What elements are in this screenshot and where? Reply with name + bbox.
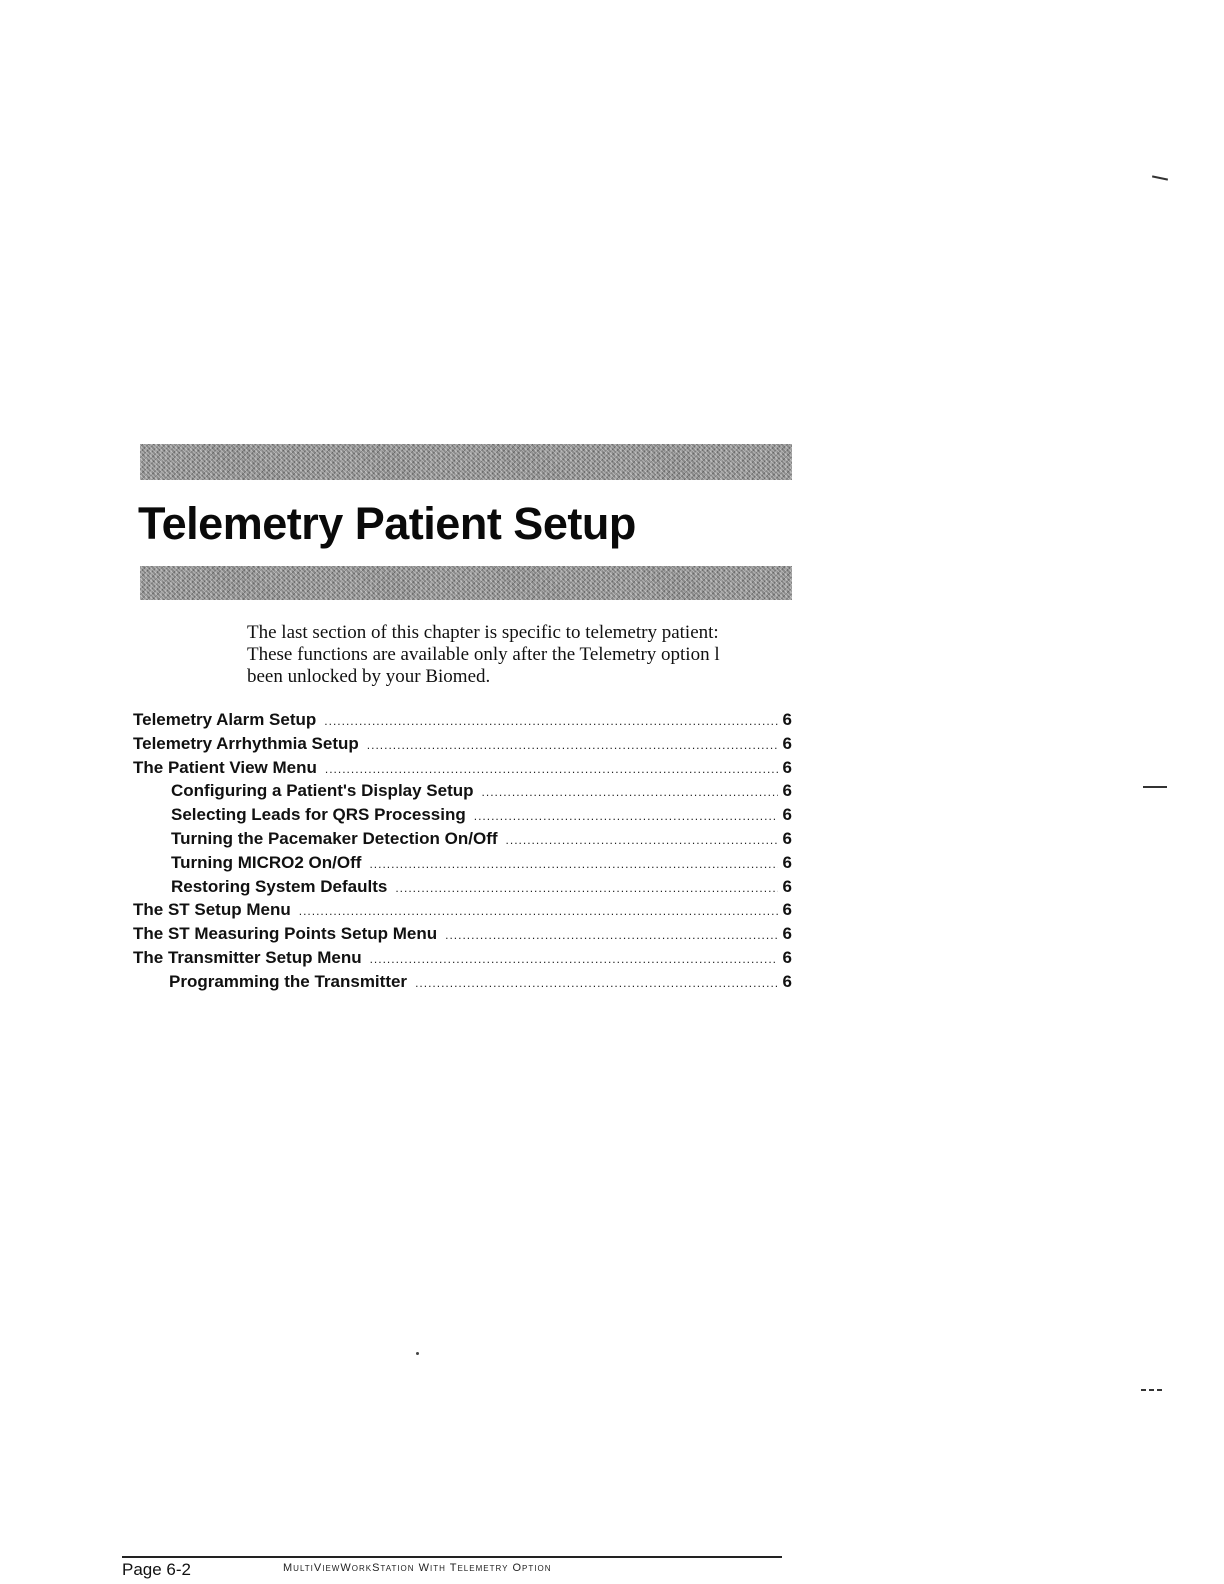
toc-page-number: 6 <box>782 876 792 896</box>
toc-page-number: 6 <box>782 900 792 920</box>
toc-entry-label: Turning the Pacemaker Detection On/Off <box>171 828 498 848</box>
scan-artifact-mark <box>1141 1389 1163 1391</box>
toc-entry[interactable] <box>133 946 792 970</box>
scan-artifact-mark <box>1152 175 1168 180</box>
toc-page-number: 6 <box>782 805 792 825</box>
toc-subentry[interactable] <box>133 827 792 851</box>
toc-leader-dots <box>369 853 778 875</box>
toc-subentry[interactable] <box>133 851 792 875</box>
footer-document-title: MultiViewWorkStation With Telemetry Option <box>283 1562 552 1574</box>
table-of-contents <box>133 708 792 994</box>
toc-subentry[interactable] <box>133 970 792 994</box>
toc-page-number: 6 <box>782 924 792 944</box>
scan-artifact-speck <box>416 1352 419 1355</box>
toc-page-number: 6 <box>782 733 792 753</box>
toc-page-number: 6 <box>782 828 792 848</box>
toc-page-number: 6 <box>782 947 792 967</box>
toc-leader-dots <box>325 758 778 780</box>
toc-entry-label: Selecting Leads for QRS Processing <box>171 805 466 825</box>
toc-entry-label: The Patient View Menu <box>133 757 317 777</box>
footer-page-number: Page 6-2 <box>122 1560 191 1579</box>
toc-entry-label: The Transmitter Setup Menu <box>133 947 362 967</box>
toc-leader-dots <box>474 805 778 827</box>
toc-leader-dots <box>445 924 778 946</box>
toc-entry-label: Restoring System Defaults <box>171 876 388 896</box>
chapter-intro <box>247 622 792 688</box>
toc-entry[interactable] <box>133 898 792 922</box>
chapter-title: Telemetry Patient Setup <box>138 498 636 549</box>
toc-page-number: 6 <box>782 710 792 729</box>
intro-line: been unlocked by your Biomed. <box>247 666 491 687</box>
toc-leader-dots <box>370 948 778 970</box>
intro-line: The last section of this chapter is specific to telemetry patient: <box>247 622 719 643</box>
toc-subentry[interactable] <box>133 875 792 899</box>
intro-line: These functions are available only after the Telemetry option l <box>247 644 720 665</box>
toc-entry[interactable] <box>133 756 792 780</box>
toc-leader-dots <box>367 734 778 756</box>
toc-entry[interactable] <box>133 732 792 756</box>
toc-page-number: 6 <box>782 757 792 777</box>
toc-entry-label: The ST Setup Menu <box>133 900 291 920</box>
toc-page-number: 6 <box>782 971 792 991</box>
toc-leader-dots <box>415 972 778 994</box>
scan-artifact-mark <box>1143 786 1167 788</box>
toc-leader-dots <box>395 877 778 899</box>
toc-leader-dots <box>506 829 778 851</box>
toc-subentry[interactable] <box>133 803 792 827</box>
chapter-header-bar-bottom <box>140 566 792 600</box>
toc-entry-label: Turning MICRO2 On/Off <box>171 852 362 872</box>
toc-entry-label: The ST Measuring Points Setup Menu <box>133 924 438 944</box>
toc-subentry[interactable] <box>133 779 792 803</box>
chapter-header-bar-top <box>140 444 792 480</box>
toc-entry-label: Programming the Transmitter <box>169 971 408 991</box>
toc-entry[interactable] <box>133 922 792 946</box>
toc-entry[interactable] <box>133 708 792 732</box>
toc-page-number: 6 <box>782 781 792 801</box>
toc-page-number: 6 <box>782 852 792 872</box>
toc-entry-label: Telemetry Alarm Setup <box>133 710 317 729</box>
footer-divider <box>122 1556 782 1558</box>
toc-leader-dots <box>299 900 778 922</box>
toc-entry-label: Configuring a Patient's Display Setup <box>171 781 474 801</box>
toc-entry-label: Telemetry Arrhythmia Setup <box>133 733 359 753</box>
toc-leader-dots <box>324 710 778 732</box>
toc-leader-dots <box>482 781 778 803</box>
